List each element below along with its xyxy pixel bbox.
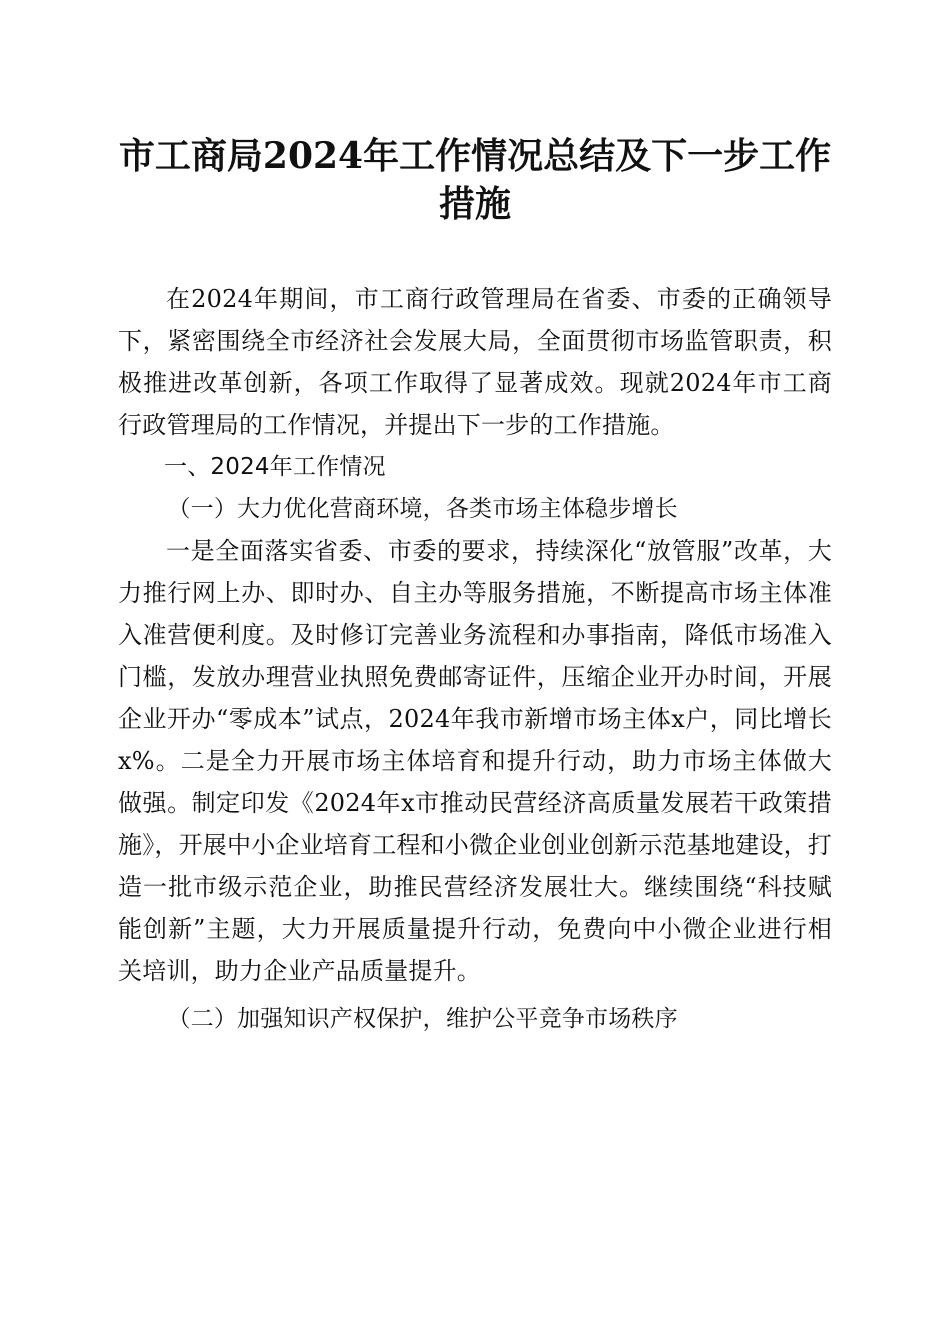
document-title: 市工商局2024年工作情况总结及下一步工作措施 [118,135,832,225]
subsection-heading-business-environment: （一）大力优化营商环境，各类市场主体稳步增长 [167,496,678,522]
document-body [118,278,832,1040]
section-heading-work-status: 一、2024年工作情况 [164,454,386,480]
intro-paragraph: 在2024年期间，市工商行政管理局在省委、市委的正确领导下，紧密围绕全市经济社会发展大局，全面贯彻市场监管职责，积极推进改革创新，各项工作取得了显著成效。现就2024年市工商行政管理局的工作情况，并提出下一步的工作措施。 [118,285,832,439]
subsection-heading-ip-protection: （二）加强知识产权保护，维护公平竞争市场秩序 [167,1006,678,1032]
business-environment-paragraph: 一是全面落实省委、市委的要求，持续深化“放管服”改革，大力推行网上办、即时办、自主办等服务措施，不断提高市场主体准入准营便利度。及时修订完善业务流程和办事指南，降低市场准入门槛，发放办理营业执照免费邮寄证件，压缩企业开办时间，开展企业开办“零成本”试点，2024年我市新增市场主体x户，同比增长x%。二是全力开展市场主体培育和提升行动，助力市场主体做大做强。制定印发《2024年x市推动民营经济高质量发展若干政策措施》，开展中小企业培育工程和小微企业创业创新示范基地建设，打造一批市级示范企业，助推民营经济发展壮大。继续围绕“科技赋能创新”主题，大力开展质量提升行动，免费向中小微企业进行相关培训，助力企业产品质量提升。 [118,537,832,985]
